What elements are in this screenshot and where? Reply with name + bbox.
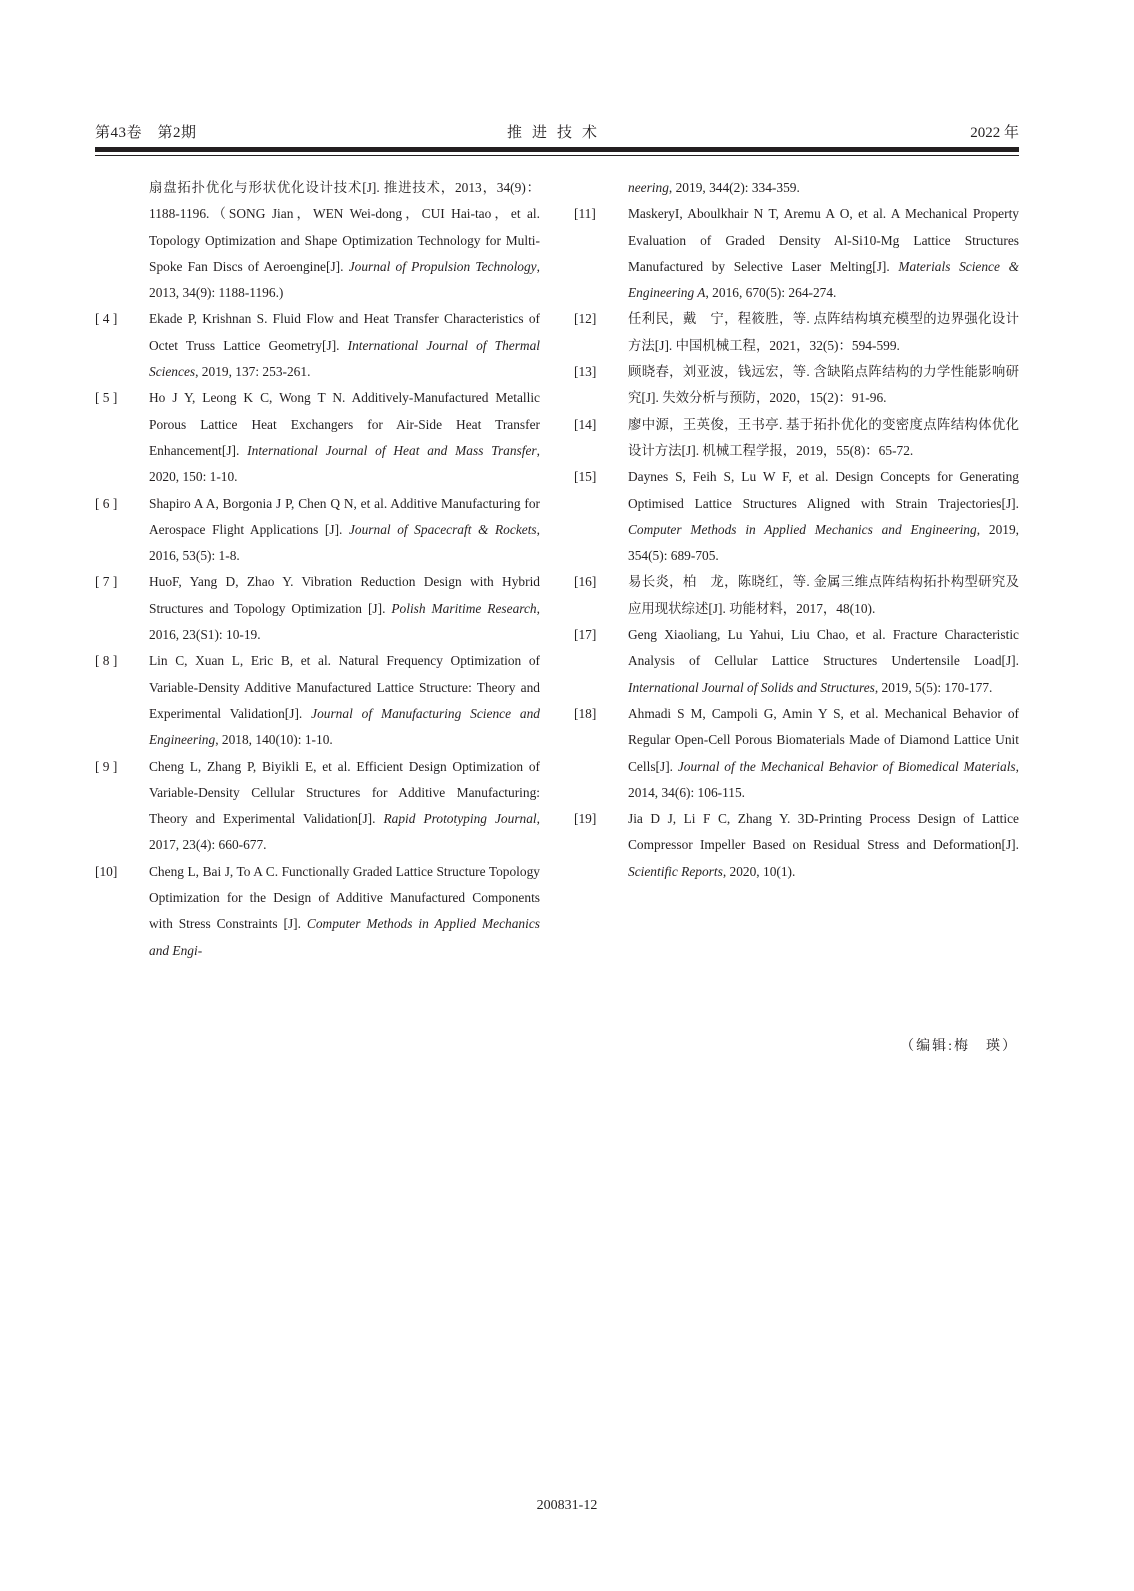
running-header xyxy=(95,118,1019,142)
volume-issue: 第43卷 第2期 xyxy=(95,125,197,141)
reference-text: Jia D J, Li F C, Zhang Y. 3D-Printing Process Design of Lattice Compressor Impeller Based on Residual Stress and Deformation[J]. xyxy=(628,811,1019,853)
reference-item xyxy=(574,569,1019,622)
reference-text: Lin C, Xuan L, Eric B, et al. Natural Frequency Optimization of Variable-Density Additive Manufactured Lattice Structure: Theory and Experimental Validation[J]. xyxy=(149,653,540,721)
reference-list xyxy=(574,201,1019,885)
reference-text: Ho J Y, Leong K C, Wong T N. Additively-Manufactured Metallic Porous Lattice Heat Exchangers for Air-Side Heat Transfer Enhancement[J]. xyxy=(149,390,540,458)
reference-number: [16] xyxy=(574,574,597,590)
reference-number: [11] xyxy=(574,206,596,222)
reference-tail: , 2016, 53(5): 1-8. xyxy=(149,521,540,564)
reference-item xyxy=(574,806,1019,885)
reference-text: Geng Xiaoliang, Lu Yahui, Liu Chao, et al. Fracture Characteristic Analysis of Cellular Lattice Structures Undertensile Load[J]. xyxy=(628,627,1019,669)
reference-text: Cheng L, Bai J, To A C. Functionally Graded Lattice Structure Topology Optimization for the Design of Additive Manufactured Components with Stress Constraints [J]. xyxy=(149,863,540,932)
reference-text: 任利民，戴 宁，程筱胜，等. 点阵结构填充模型的边界强化设计方法[J]. 中国机械工程，2021，32(5)：594-599. xyxy=(628,311,1019,353)
reference-text: 扇盘拓扑优化与形状优化设计技术[J]. 推进技术，2013，34(9)：1188-1196.（SONG Jian，WEN Wei-dong，CUI Hai-tao，et al. Topology Optimization and Shape Optimization Technology for Multi-Spoke Fan Discs of Aeroengine[J]. xyxy=(149,180,540,274)
reference-tail: , 2014, 34(6): 106-115. xyxy=(628,758,1019,800)
reference-tail: , 2016, 670(5): 264-274. xyxy=(705,285,837,301)
reference-number: [ 6 ] xyxy=(95,495,118,511)
reference-text: Ahmadi S M, Campoli G, Amin Y S, et al. Mechanical Behavior of Regular Open-Cell Porous Biomaterials Made of Diamond Lattice Unit Cells[J]. xyxy=(628,705,1019,774)
reference-tail: , 2020, 10(1). xyxy=(722,863,796,879)
reference-number: [ 7 ] xyxy=(95,574,118,590)
reference-journal: Polish Maritime Research xyxy=(391,600,537,616)
reference-journal: Journal of the Mechanical Behavior of Biomedical Materials xyxy=(677,758,1016,774)
reference-number: [18] xyxy=(574,705,597,721)
reference-journal: Computer Methods in Applied Mechanics and Engi- xyxy=(149,916,540,958)
reference-number: [17] xyxy=(574,627,597,643)
reference-text: HuoF, Yang D, Zhao Y. Vibration Reduction Design with Hybrid Structures and Topology Optimization [J]. xyxy=(149,574,540,616)
reference-text: Shapiro A A, Borgonia J P, Chen Q N, et al. Additive Manufacturing for Aerospace Flight Applications [J]. xyxy=(149,495,540,537)
reference-tail: , 2019, 137: 253-261. xyxy=(195,364,311,380)
reference-tail: , 2018, 140(10): 1-10. xyxy=(215,732,333,748)
reference-text: Daynes S, Feih S, Lu W F, et al. Design Concepts for Generating Optimised Lattice Structures Aligned with Strain Trajectories[J]. xyxy=(628,469,1019,511)
reference-number: [ 8 ] xyxy=(95,653,118,669)
reference-item xyxy=(574,701,1019,806)
reference-item xyxy=(95,648,540,753)
reference-journal: Scientific Reports xyxy=(628,863,723,879)
reference-number: [ 4 ] xyxy=(95,311,118,327)
reference-number: [ 5 ] xyxy=(95,390,118,406)
reference-text: 廖中源，王英俊，王书亭. 基于拓扑优化的变密度点阵结构体优化设计方法[J]. 机械工程学报，2019，55(8)：65-72. xyxy=(628,416,1019,458)
reference-item xyxy=(574,201,1019,306)
journal-name: 推进技术 xyxy=(506,125,607,141)
editor-note: （编辑:梅 瑛） xyxy=(900,1039,1018,1054)
reference-tail: , 2019, 344(2): 334-359. xyxy=(668,180,800,195)
reference-journal: neering xyxy=(628,180,669,195)
reference-item xyxy=(95,491,540,570)
reference-tail: , 2020, 150: 1-10. xyxy=(149,442,540,485)
reference-number: [ 9 ] xyxy=(95,758,118,774)
reference-journal: International Journal of Solids and Structures xyxy=(628,679,875,695)
reference-journal: International Journal of Thermal Sciences xyxy=(149,337,541,380)
reference-item xyxy=(574,464,1019,569)
reference-item xyxy=(95,569,540,648)
reference-number: [12] xyxy=(574,311,597,327)
reference-item xyxy=(95,385,540,490)
reference-journal: Journal of Propulsion Technology xyxy=(348,258,537,274)
reference-continuation xyxy=(95,175,540,306)
reference-item xyxy=(95,859,540,964)
reference-tail: , 2017, 23(4): 660-677. xyxy=(149,811,540,853)
reference-tail: , 2019, 354(5): 689-705. xyxy=(628,521,1019,564)
reference-number: [19] xyxy=(574,811,597,827)
reference-item xyxy=(574,622,1019,701)
reference-number: [15] xyxy=(574,469,597,485)
reference-tail: , 2016, 23(S1): 10-19. xyxy=(149,600,540,643)
header-rule-thick xyxy=(95,147,1019,152)
reference-continuation xyxy=(574,175,1019,201)
reference-number: [13] xyxy=(574,364,597,380)
year: 2022 年 xyxy=(970,125,1019,141)
reference-journal: Materials Science & Engineering A xyxy=(628,258,1019,301)
reference-text: 易长炎，柏 龙，陈晓红，等. 金属三维点阵结构拓扑构型研究及应用现状综述[J]. 功能材料，2017，48(10). xyxy=(628,574,1019,616)
reference-tail: , 2019, 5(5): 170-177. xyxy=(874,679,993,695)
page-number: 200831-12 xyxy=(536,1498,598,1513)
reference-journal: Computer Methods in Applied Mechanics and Engineering xyxy=(628,521,977,537)
reference-journal: Journal of Spacecraft & Rockets xyxy=(348,521,537,537)
reference-item xyxy=(574,306,1019,359)
reference-tail: , 2013, 34(9): 1188-1196.) xyxy=(149,258,540,301)
reference-text: MaskeryI, Aboulkhair N T, Aremu A O, et al. A Mechanical Property Evaluation of Graded Density Al-Si10-Mg Lattice Structures Manufactured by Selective Laser Melting[J]. xyxy=(628,206,1019,274)
reference-journal: International Journal of Heat and Mass Transfer xyxy=(247,442,537,458)
reference-item xyxy=(95,754,540,859)
reference-journal: Journal of Manufacturing Science and Engineering xyxy=(149,705,540,748)
reference-journal: Rapid Prototyping Journal xyxy=(383,811,537,827)
reference-list xyxy=(95,306,540,963)
right-column xyxy=(574,175,1019,885)
reference-text: 顾晓春，刘亚波，钱远宏，等. 含缺陷点阵结构的力学性能影响研究[J]. 失效分析与预防，2020，15(2)：91-96. xyxy=(628,364,1019,406)
reference-number: [10] xyxy=(95,863,118,879)
reference-item xyxy=(574,359,1019,412)
reference-text: Cheng L, Zhang P, Biyikli E, et al. Efficient Design Optimization of Variable-Density Cellular Structures for Additive Manufacturing: Theory and Experimental Validation[J]. xyxy=(149,758,540,827)
left-column xyxy=(95,175,540,964)
reference-number: [14] xyxy=(574,416,597,432)
reference-item xyxy=(95,306,540,385)
header-rule-thin xyxy=(95,155,1019,156)
reference-text: Ekade P, Krishnan S. Fluid Flow and Heat Transfer Characteristics of Octet Truss Lattice Geometry[J]. xyxy=(149,311,540,353)
reference-item xyxy=(574,412,1019,465)
